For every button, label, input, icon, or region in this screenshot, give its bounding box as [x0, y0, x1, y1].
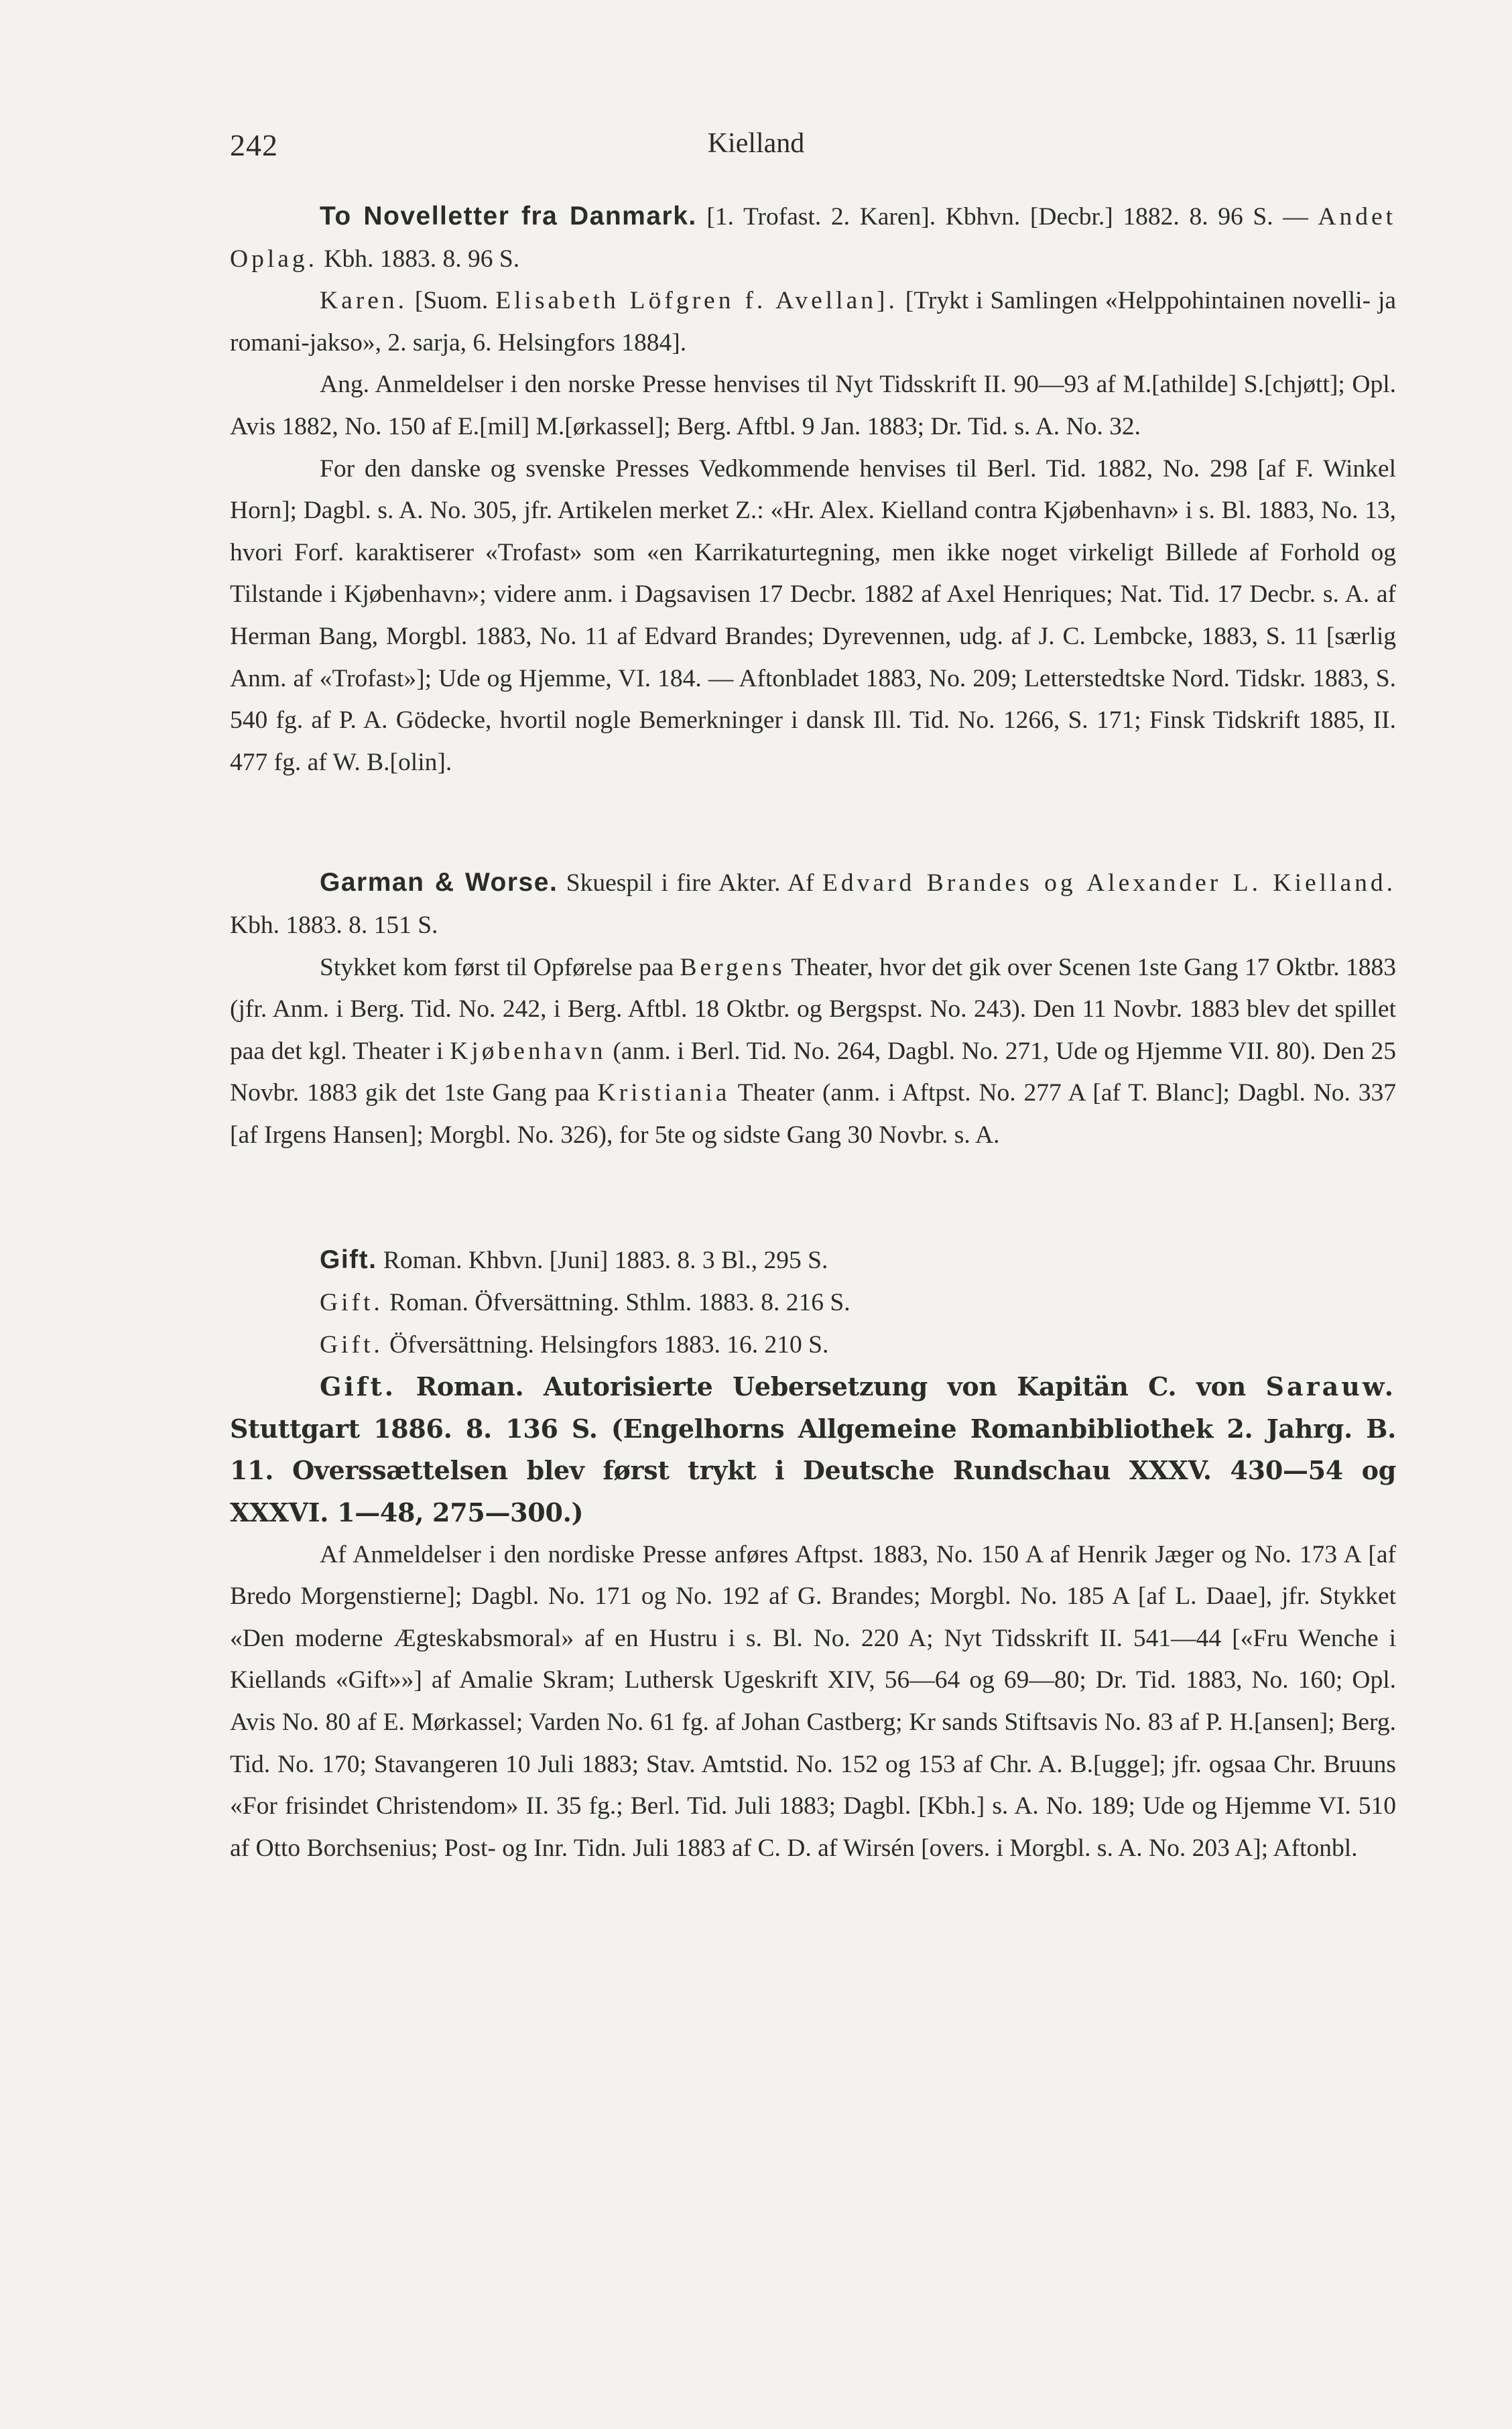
entry-bibliographic-text: [Suom. — [414, 287, 489, 315]
entry-bibliographic-text: Roman. Öfversättning. Sthlm. 1883. 8. 216 S. — [389, 1289, 850, 1317]
entry-bibliographic-text: Kbh. 1883. 8. 151 S. — [230, 911, 438, 939]
entry-bibliographic-text: Stuttgart 1886. 8. 136 S. (Engelhorns Allgemeine Romanbibliothek 2. Jahrg. B. 11. Overssættelsen blev først trykt i Deutsche Rundschau XXXV. 430—54 og XXXVI. 1—48, 275—300.) — [230, 1413, 1396, 1528]
entry-gift-swedish-1 — [230, 1282, 1396, 1324]
entry-bibliographic-text: [1. Trofast. 2. Karen]. Kbhvn. [Decbr.] 1882. 8. 96 S. — — [706, 203, 1308, 231]
spaced-text: Elisabeth Löfgren f. Avellan]. — [495, 287, 898, 315]
page-number: 242 — [230, 128, 278, 162]
section-gap — [230, 1156, 1396, 1239]
running-title: Kielland — [707, 128, 805, 159]
paragraph-text: Theater (anm. i Aftpst. No. 277 A [af T. Blanc]; Dagbl. No. 337 [af Irgens Hansen]; Morgbl. No. 326), for 5te og sidste Gang 30 Novbr. s. A. — [230, 1079, 1397, 1149]
entry-bibliographic-text: Öfversättning. Helsingfors 1883. 16. 210 S. — [389, 1330, 829, 1359]
entry-bibliographic-text: Kbh. 1883. 8. 96 S. — [324, 245, 520, 273]
entry-to-novelletter — [230, 196, 1396, 280]
paragraph-reviews-norwegian: Ang. Anmeldelser i den norske Presse henvises til Nyt Tidsskrift II. 90—93 af M.[athilde] S.[chjøtt]; Opl. Avis 1882, No. 150 af E.[mil] M.[ørkassel]; Berg. Aftbl. 9 Jan. 1883; Dr. Tid. s. A. No. 32. — [230, 371, 1396, 440]
section-gap — [230, 784, 1396, 862]
entry-gift-german — [230, 1366, 1396, 1534]
entry-bibliographic-text: Roman. Autorisierte Uebersetzung von Kapitän C. von — [416, 1371, 1246, 1402]
entry-heading: Garman & Worse. — [320, 868, 558, 897]
paragraph-text: (anm. i Berl. Tid. No. 264, Dagbl. No. 271, Ude og Hjemme VII. 80). Den 25 Novbr. 1883 gik det 1ste Gang paa — [230, 1037, 1397, 1107]
entry-gift-swedish-2 — [230, 1324, 1396, 1367]
spaced-text: Gift. — [320, 1371, 397, 1402]
spaced-text: Andet Oplag. — [230, 203, 1397, 273]
entry-heading: To Novelletter fra Danmark. — [320, 202, 697, 231]
spaced-text: Karen. — [320, 287, 407, 315]
paragraph-text: Stykket kom først til Opførelse paa — [320, 953, 674, 981]
spaced-text: Gift. — [320, 1289, 383, 1317]
spaced-text: Edvard Brandes og Alexander L. Kielland. — [822, 869, 1397, 897]
entry-heading: Gift. — [320, 1245, 377, 1275]
paragraph-text: Theater, hvor det gik over Scenen 1ste Gang 17 Oktbr. 1883 (jfr. Anm. i Berg. Tid. No. 242, i Berg. Aftbl. 18 Oktbr. og Bergspst. No. 243). Den 11 Novbr. 1883 blev det spillet paa det kgl. Theater i — [230, 953, 1396, 1065]
paragraph-performance-history — [230, 947, 1396, 1157]
entry-bibliographic-text: [Trykt i Samlingen «Helppohintainen novelli- ja romani-jakso», 2. sarja, 6. Helsingfors 1884]. — [230, 287, 1397, 357]
page-content — [230, 196, 1396, 1869]
entry-bibliographic-text: Roman. Khbvn. [Juni] 1883. 8. 3 Bl., 295 S. — [383, 1247, 828, 1275]
spaced-text: Kjøbenhavn — [450, 1037, 607, 1065]
entry-karen-translation — [230, 280, 1396, 364]
paragraph-reviews-nordic: Af Anmeldelser i den nordiske Presse anføres Aftpst. 1883, No. 150 A af Henrik Jæger og No. 173 A [af Bredo Morgenstierne]; Dagbl. No. 171 og No. 192 af G. Brandes; Morgbl. No. 185 A [af L. Daae], jfr. Stykket «Den moderne Ægteskabsmoral» af en Hustru i s. Bl. No. 220 A; Nyt Tidsskrift II. 541—44 [«Fru Wenche i Kiellands «Gift»»] af Amalie Skram; Luthersk Ugeskrift XIV, 56—64 og 69—80; Dr. Tid. 1883, No. 160; Opl. Avis No. 80 af E. Mørkassel; Varden No. 61 fg. af Johan Castberg; Kr sands Stiftsavis No. 83 af P. H.[ansen]; Berg. Tid. No. 170; Stavangeren 10 Juli 1883; Stav. Amtstid. No. 152 og 153 af Chr. A. B.[ugge]; jfr. ogsaa Chr. Bruuns «For frisindet Christendom» II. 35 fg.; Berl. Tid. Juli 1883; Dagbl. [Kbh.] s. A. No. 189; Ude og Hjemme VI. 510 af Otto Borchsenius; Post- og Inr. Tidn. Juli 1883 af C. D. af Wirsén [overs. i Morgbl. s. A. No. 203 A]; Aftonbl. — [230, 1540, 1396, 1862]
entry-bibliographic-text: Skuespil i fire Akter. Af — [566, 869, 814, 897]
spaced-text: Gift. — [320, 1330, 383, 1359]
paragraph-reviews-danish-swedish: For den danske og svenske Presses Vedkommende henvises til Berl. Tid. 1882, No. 298 [af F. Winkel Horn]; Dagbl. s. A. No. 305, jfr. Artikelen merket Z.: «Hr. Alex. Kielland contra Kjøbenhavn» i s. Bl. 1883, No. 13, hvori Forf. karaktiserer «Trofast» som «en Karrikaturtegning, men ikke noget virkeligt Billede af Forhold og Tilstande i Kjøbenhavn»; videre anm. i Dagsavisen 17 Decbr. 1882 af Axel Henriques; Nat. Tid. 17 Decbr. s. A. af Herman Bang, Morgbl. 1883, No. 11 af Edvard Brandes; Dyrevennen, udg. af J. C. Lembcke, 1883, S. 11 [særlig Anm. af «Trofast»]; Ude og Hjemme, VI. 184. — Aftonbladet 1883, No. 209; Letterstedtske Nord. Tidskr. 1883, S. 540 fg. af P. A. Gödecke, hvortil nogle Bemerkninger i dansk Ill. Tid. No. 1266, S. 171; Finsk Tidskrift 1885, II. 477 fg. af W. B.[olin]. — [230, 454, 1396, 776]
spaced-text: Kristiania — [597, 1079, 731, 1107]
spaced-text: Sarauw. — [1265, 1371, 1396, 1402]
spaced-text: Bergens — [680, 953, 785, 981]
entry-gift — [230, 1239, 1396, 1282]
entry-garman-worse — [230, 862, 1396, 946]
